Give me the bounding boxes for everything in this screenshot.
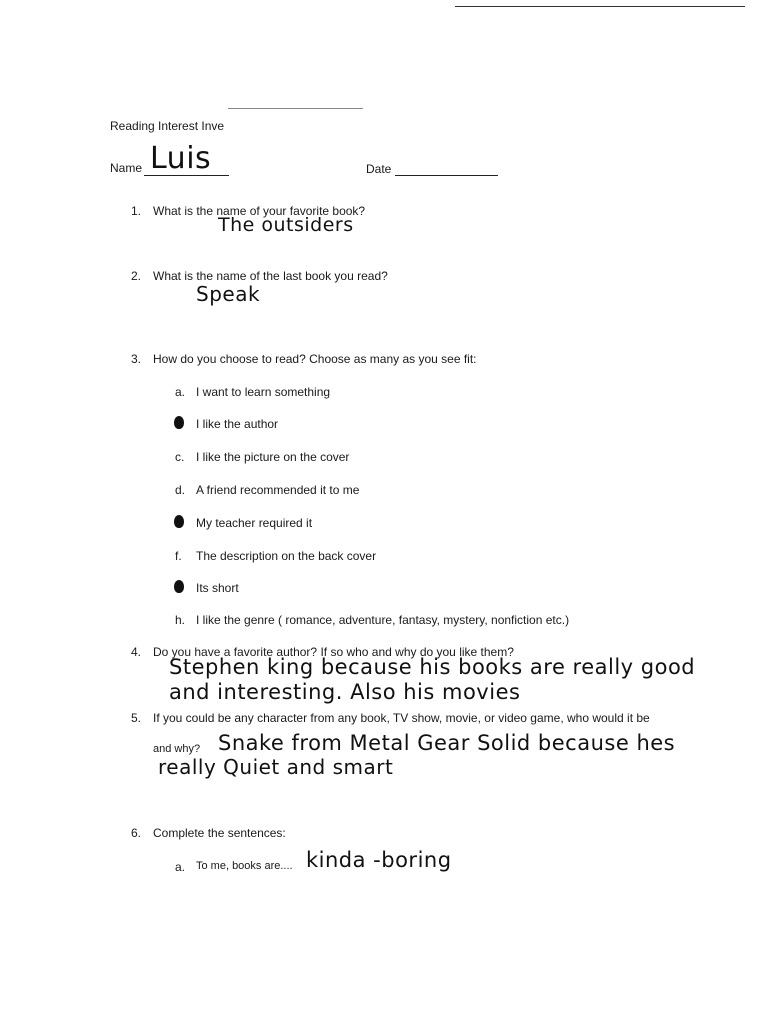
q3-option-g-text: Its short bbox=[196, 581, 239, 595]
q1-answer[interactable]: The outsiders bbox=[218, 214, 354, 236]
q1-number: 1. bbox=[131, 204, 142, 218]
q3-option-h-letter[interactable]: h. bbox=[175, 613, 186, 627]
top-scan-line bbox=[455, 6, 745, 7]
q3-option-d-letter[interactable]: d. bbox=[175, 483, 186, 497]
q6-number: 6. bbox=[131, 826, 142, 840]
q3-option-e-text: My teacher required it bbox=[196, 516, 313, 530]
q1-text: What is the name of your favorite book? bbox=[153, 204, 366, 218]
q5-answer-line-1[interactable]: Snake from Metal Gear Solid because hes bbox=[218, 731, 676, 755]
name-label: Name bbox=[110, 161, 143, 175]
q5-text-continued: and why? bbox=[153, 743, 201, 755]
q6-sub-answer[interactable]: kinda -boring bbox=[306, 848, 452, 872]
date-label: Date bbox=[366, 162, 392, 176]
q3-option-h-text: I like the genre ( romance, adventure, fantasy, mystery, nonfiction etc.) bbox=[196, 613, 570, 627]
q2-answer[interactable]: Speak bbox=[196, 282, 261, 306]
date-line[interactable] bbox=[395, 175, 498, 176]
q3-text: How do you choose to read? Choose as many as you see fit: bbox=[153, 352, 477, 366]
q4-answer-line-1[interactable]: Stephen king because his books are really good bbox=[169, 655, 696, 679]
q3-number: 3. bbox=[131, 352, 142, 366]
q4-number: 4. bbox=[131, 645, 142, 659]
q3-option-c-text: I like the picture on the cover bbox=[196, 450, 350, 464]
q3-option-b-text: I like the author bbox=[196, 417, 279, 431]
q3-option-e-filled-mark[interactable] bbox=[174, 515, 184, 528]
q6-sub-letter: a. bbox=[175, 860, 186, 874]
q6-sub-text: To me, books are.... bbox=[196, 860, 293, 872]
q3-option-c-letter[interactable]: c. bbox=[175, 450, 185, 464]
q5-text: If you could be any character from any book, TV show, movie, or video game, who would it be bbox=[153, 711, 650, 725]
q5-number: 5. bbox=[131, 711, 142, 725]
q4-text: Do you have a favorite author? If so who and why do you like them? bbox=[153, 645, 514, 659]
q2-text: What is the name of the last book you read? bbox=[153, 269, 388, 283]
q3-option-d-text: A friend recommended it to me bbox=[196, 483, 360, 497]
q3-option-a-text: I want to learn something bbox=[196, 385, 331, 399]
form-title: Reading Interest Inve bbox=[110, 119, 225, 133]
q3-option-a-letter[interactable]: a. bbox=[175, 385, 186, 399]
title-scan-line bbox=[228, 108, 363, 109]
q3-option-f-text: The description on the back cover bbox=[196, 549, 377, 563]
name-value[interactable]: Luis bbox=[150, 141, 212, 176]
q6-text: Complete the sentences: bbox=[153, 826, 286, 840]
q4-answer-line-2[interactable]: and interesting. Also his movies bbox=[169, 680, 521, 704]
q2-number: 2. bbox=[131, 269, 142, 283]
q3-option-f-letter[interactable]: f. bbox=[175, 549, 182, 563]
q3-option-b-filled-mark[interactable] bbox=[174, 416, 184, 429]
q5-answer-line-2[interactable]: really Quiet and smart bbox=[158, 755, 394, 779]
q3-option-g-filled-mark[interactable] bbox=[174, 580, 184, 593]
